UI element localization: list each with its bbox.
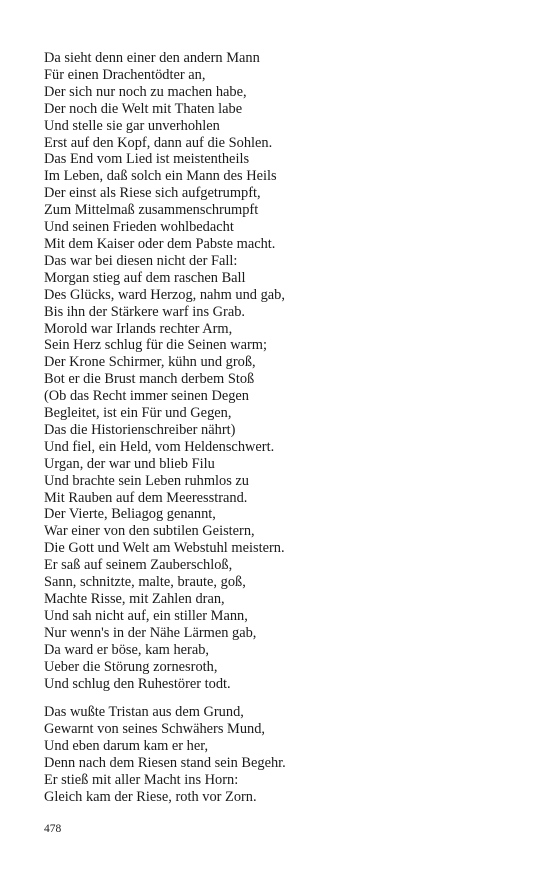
verse-line: Gewarnt von seines Schwähers Mund, (44, 720, 266, 737)
verse-line: Und stelle sie gar unverhohlen (44, 117, 220, 134)
verse-line: Ueber die Störung zornesroth, (44, 658, 218, 675)
verse-line: Das war bei diesen nicht der Fall: (44, 252, 238, 269)
verse-line: Der Vierte, Beliagog genannt, (44, 506, 216, 523)
verse-line: Morgan stieg auf dem raschen Ball (44, 269, 246, 286)
stanza-1 (44, 50, 285, 692)
verse-line: Und schlug den Ruhestörer todt. (44, 675, 231, 692)
verse-line: Der einst als Riese sich aufgetrumpft, (44, 185, 261, 202)
verse-line: Urgan, der war und blieb Filu (44, 455, 215, 472)
verse-line: Er saß auf seinem Zauberschloß, (44, 557, 233, 574)
verse-line: Der noch die Welt mit Thaten labe (44, 100, 243, 117)
verse-line: Morold war Irlands rechter Arm, (44, 320, 233, 337)
verse-line: Und sah nicht auf, ein stiller Mann, (44, 607, 248, 624)
verse-line: Sein Herz schlug für die Seinen warm; (44, 337, 267, 354)
verse-line: Des Glücks, ward Herzog, nahm und gab, (44, 286, 285, 303)
verse-line: Er stieß mit aller Macht ins Horn: (44, 771, 239, 788)
verse-line: Das die Historienschreiber nährt) (44, 421, 236, 438)
verse-line: War einer von den subtilen Geistern, (44, 523, 255, 540)
verse-line: Für einen Drachentödter an, (44, 66, 206, 83)
verse-line: Begleitet, ist ein Für und Gegen, (44, 405, 232, 422)
verse-line: Gleich kam der Riese, roth vor Zorn. (44, 788, 257, 805)
verse-line: Zum Mittelmaß zusammenschrumpft (44, 202, 259, 219)
verse-line: Sann, schnitzte, malte, braute, goß, (44, 574, 246, 591)
verse-line: Machte Risse, mit Zahlen dran, (44, 591, 225, 607)
page-number: 478 (44, 823, 62, 835)
verse-line: Erst auf den Kopf, dann auf die Sohlen. (44, 134, 273, 151)
verse-line: Da sieht denn einer den andern Mann (44, 50, 260, 66)
stanza-2 (44, 704, 286, 805)
verse-line: Bis ihn der Stärkere warf ins Grab. (44, 303, 246, 320)
verse-line: (Ob das Recht immer seinen Degen (44, 388, 250, 405)
verse-line: Und brachte sein Leben ruhmlos zu (44, 472, 250, 489)
verse-line: Denn nach dem Riesen stand sein Begehr. (44, 754, 286, 771)
verse-line: Der sich nur noch zu machen habe, (44, 83, 247, 100)
verse-line: Das End vom Lied ist meistentheils (44, 151, 250, 168)
verse-line: Mit Rauben auf dem Meeresstrand. (44, 489, 248, 506)
verse-line: Mit dem Kaiser oder dem Pabste macht. (44, 235, 276, 252)
verse-line: Das wußte Tristan aus dem Grund, (44, 704, 244, 720)
verse-line: Der Krone Schirmer, kühn und groß, (44, 354, 256, 371)
verse-line: Bot er die Brust manch derbem Stoß (44, 371, 255, 388)
verse-line: Und eben darum kam er her, (44, 737, 209, 754)
verse-line: Die Gott und Welt am Webstuhl meistern. (44, 540, 285, 557)
verse-line: Da ward er böse, kam herab, (44, 641, 210, 658)
verse-line: Und seinen Frieden wohlbedacht (44, 219, 234, 236)
verse-line: Und fiel, ein Held, vom Heldenschwert. (44, 438, 275, 455)
verse-line: Nur wenn's in der Nähe Lärmen gab, (44, 624, 257, 641)
verse-line: Im Leben, daß solch ein Mann des Heils (44, 168, 277, 185)
